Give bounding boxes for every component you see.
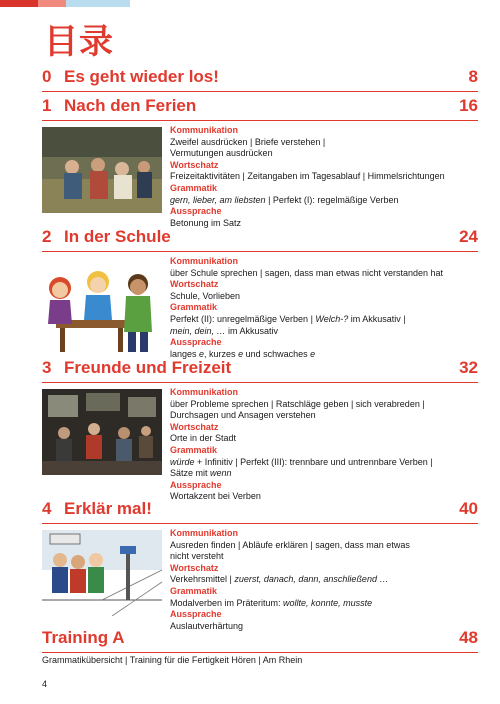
chapter-number: 4	[42, 499, 52, 518]
wortschatz-label: Wortschatz	[170, 159, 219, 170]
kommunikation-label: Kommunikation	[170, 125, 239, 135]
training-contents: Grammatikübersicht | Training für die Fertigkeit Hören | Am Rhein	[42, 655, 303, 665]
chapter-0[interactable]	[42, 66, 478, 92]
aussprache-label: Aussprache	[170, 206, 222, 217]
chapter-page-number[interactable]: 8	[468, 67, 478, 86]
kommunikation-line: über Probleme sprechen | Ratschläge geben | sich verabreden |	[170, 398, 425, 409]
chapter-number: 2	[42, 227, 52, 246]
grammatik-label: Grammatik	[170, 182, 218, 193]
wortschatz-line: Schule, Vorlieben	[170, 290, 241, 301]
aussprache-line: Auslautverhärtung	[170, 620, 244, 631]
wortschatz-label: Wortschatz	[170, 562, 219, 573]
grammatik-line: Modalverben im Präteritum: wollte, konnte, musste	[170, 597, 373, 608]
chapter-title[interactable]: Erklär mal!	[64, 499, 152, 518]
chapter-title[interactable]: Es geht wieder los!	[64, 67, 219, 86]
kommunikation-label: Kommunikation	[170, 528, 239, 538]
chapter-title[interactable]: Freunde und Freizeit	[64, 358, 232, 377]
chapter-3[interactable]	[42, 357, 478, 502]
chapter-title[interactable]: Nach den Ferien	[64, 96, 197, 115]
aussprache-line: Betonung im Satz	[170, 217, 242, 228]
top-color-stripe	[0, 0, 130, 7]
training-a[interactable]	[42, 627, 478, 653]
wortschatz-line: Orte in der Stadt	[170, 433, 237, 444]
aussprache-line: langes e, kurzes e und schwaches e	[170, 348, 316, 359]
aussprache-label: Aussprache	[170, 337, 222, 348]
grammatik-line: gern, lieber, am liebsten | Perfekt (I): regelmäßige Verben	[170, 194, 399, 205]
chapter-3-photo	[42, 389, 162, 475]
grammatik-label: Grammatik	[170, 302, 218, 313]
grammatik-line: würde + Infinitiv | Perfekt (III): trennbare und untrennbare Verben |	[170, 456, 433, 467]
wortschatz-label: Wortschatz	[170, 279, 219, 290]
grammatik-line: Sätze mit wenn	[170, 468, 232, 479]
chapter-4[interactable]	[42, 498, 478, 631]
footer-page-number: 4	[42, 679, 48, 689]
wortschatz-line: Verkehrsmittel | zuerst, danach, dann, anschließend …	[170, 574, 389, 585]
chapter-2[interactable]	[42, 226, 478, 359]
kommunikation-line: Durchsagen und Ansagen verstehen	[170, 410, 316, 421]
aussprache-label: Aussprache	[170, 609, 222, 620]
aussprache-label: Aussprache	[170, 479, 222, 490]
chapter-4-illustration	[42, 530, 162, 616]
kommunikation-line: nicht versteht	[170, 551, 224, 562]
kommunikation-label: Kommunikation	[170, 256, 239, 266]
kommunikation-line: Vermutungen ausdrücken	[170, 148, 273, 159]
wortschatz-line: Freizeitaktivitäten | Zeitangaben im Tagesablauf | Himmelsrichtungen	[170, 171, 445, 182]
page-title: 目录	[44, 22, 114, 62]
kommunikation-line: über Schule sprechen | sagen, dass man etwas nicht verstanden hat	[170, 267, 444, 278]
chapter-number: 0	[42, 67, 52, 86]
training-page-number[interactable]: 48	[459, 628, 478, 647]
chapter-number: 1	[42, 96, 52, 115]
grammatik-label: Grammatik	[170, 585, 218, 596]
chapter-page-number[interactable]: 16	[459, 96, 478, 115]
chapter-1-photo	[42, 127, 162, 213]
aussprache-line: Wortakzent bei Verben	[170, 491, 261, 502]
chapter-page-number[interactable]: 40	[459, 499, 478, 518]
training-title[interactable]: Training A	[42, 628, 125, 647]
chapter-page-number[interactable]: 24	[459, 227, 478, 246]
wortschatz-label: Wortschatz	[170, 421, 219, 432]
chapter-1[interactable]	[42, 95, 478, 228]
grammatik-line: Perfekt (II): unregelmäßige Verben | Welch-? im Akkusativ |	[170, 313, 406, 324]
kommunikation-label: Kommunikation	[170, 387, 239, 397]
kommunikation-line: Ausreden finden | Abläufe erklären | sagen, dass man etwas	[170, 539, 410, 550]
chapter-2-illustration	[42, 262, 162, 354]
grammatik-label: Grammatik	[170, 444, 218, 455]
grammatik-line: mein, dein, … im Akkusativ	[170, 325, 279, 336]
chapter-title[interactable]: In der Schule	[64, 227, 171, 246]
chapter-page-number[interactable]: 32	[459, 358, 478, 377]
chapter-number: 3	[42, 358, 52, 377]
kommunikation-line: Zweifel ausdrücken | Briefe verstehen |	[170, 136, 326, 147]
